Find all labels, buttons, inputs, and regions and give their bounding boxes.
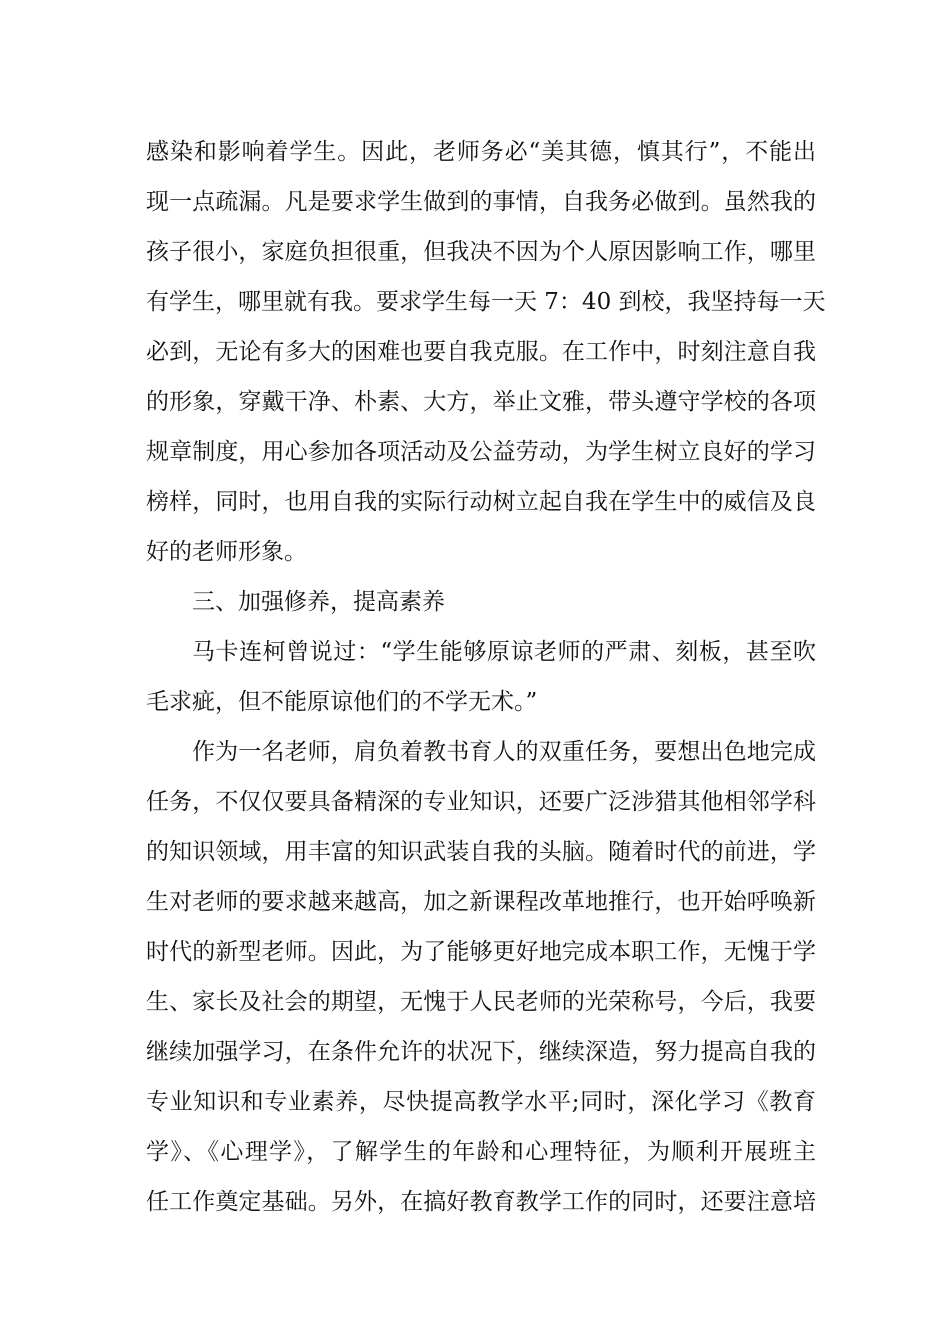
body-text-line-7: 规章制度，用心参加各项活动及公益劳动，为学生树立良好的学习 <box>146 439 816 465</box>
body-text-line-19: 任工作奠定基础。另外，在搞好教育教学工作的同时，还要注意培 <box>146 1189 816 1215</box>
body-text-line-9: 好的老师形象。 <box>146 539 307 565</box>
body-text-line-13: 生对老师的要求越来越高，加之新课程改革地推行，也开始呼唤新 <box>146 889 816 915</box>
section-heading: 三、加强修养，提高素养 <box>192 589 445 615</box>
body-text-line-17: 专业知识和专业素养，尽快提高教学水平;同时，深化学习《教育 <box>146 1089 816 1115</box>
body-text-line-12: 的知识领域，用丰富的知识武装自我的头脑。随着时代的前进，学 <box>146 839 816 865</box>
body-text-line-6: 的形象，穿戴干净、朴素、大方，举止文雅，带头遵守学校的各项 <box>146 389 816 415</box>
body-text-line-5: 必到，无论有多大的困难也要自我克服。在工作中，时刻注意自我 <box>146 339 816 365</box>
body-text-line-16: 继续加强学习，在条件允许的状况下，继续深造，努力提高自我的 <box>146 1039 816 1065</box>
body-text-line-11: 任务，不仅仅要具备精深的专业知识，还要广泛涉猎其他相邻学科 <box>146 789 816 815</box>
quote-line-2: 毛求疵，但不能原谅他们的不学无术。” <box>146 689 538 715</box>
body-text-line-3: 孩子很小，家庭负担很重，但我决不因为个人原因影响工作，哪里 <box>146 239 816 265</box>
body-text-line-15: 生、家长及社会的期望，无愧于人民老师的光荣称号，今后，我要 <box>146 989 816 1015</box>
body-text-line-8: 榜样，同时，也用自我的实际行动树立起自我在学生中的威信及良 <box>146 489 816 515</box>
body-text-line-14: 时代的新型老师。因此，为了能够更好地完成本职工作，无愧于学 <box>146 939 816 965</box>
body-text-line-4: 有学生，哪里就有我。要求学生每一天 7：40 到校，我坚持每一天 <box>146 289 826 315</box>
quote-line-1: 马卡连柯曾说过：“学生能够原谅老师的严肃、刻板，甚至吹 <box>192 639 816 665</box>
body-text-line-1: 感染和影响着学生。因此，老师务必“美其德，慎其行”，不能出 <box>146 139 816 165</box>
body-text-line-10: 作为一名老师，肩负着教书育人的双重任务，要想出色地完成 <box>192 739 816 765</box>
body-text-line-18: 学》、《心理学》，了解学生的年龄和心理特征，为顺利开展班主 <box>146 1139 816 1165</box>
body-text-line-2: 现一点疏漏。凡是要求学生做到的事情，自我务必做到。虽然我的 <box>146 189 816 215</box>
